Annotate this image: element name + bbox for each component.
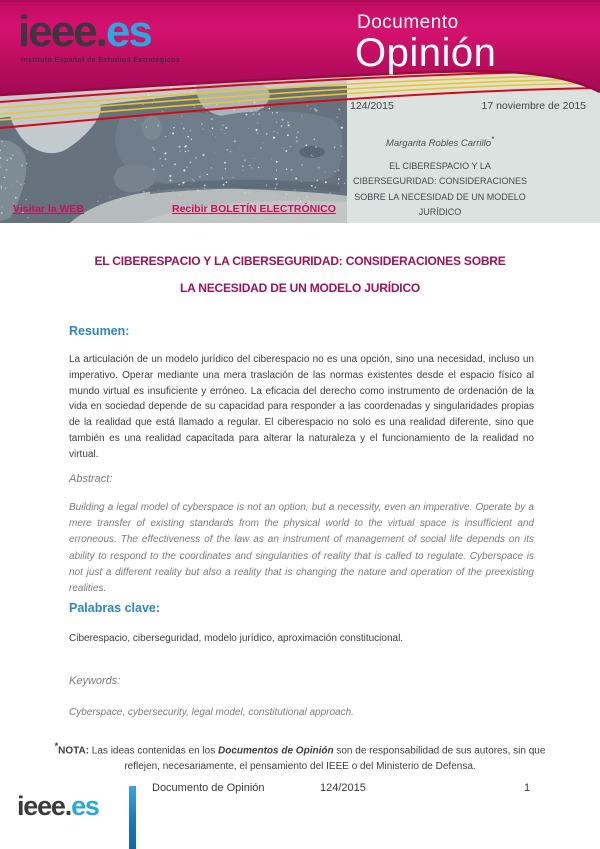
doc-type-line2: Opinión [355,31,497,75]
ieee-logo-subtitle: Instituto Español de Estudios Estratégicos [21,57,181,64]
panel-title-line: EL CIBERESPACIO Y LA [389,161,491,171]
page-title-line1: EL CIBERESPACIO Y LA CIBERSEGURIDAD: CONSIDERACIONES SOBRE [94,254,506,268]
author-footnote-mark: * [490,135,495,144]
nota-label: NOTA: [58,745,90,757]
visit-web-link[interactable]: Visitar la WEB [13,203,84,215]
resumen-paragraph: La articulación de un modelo jurídico del ciberespacio no es una opción, sino una necesidad, incluso un imperativo. Operar mediante una mera traslación de las normas existentes desde el espacio físico al mundo virtual es insuficiente y erróneo. La eficacia del derecho como instrumento de ordenación de la vida en sociedad depende de su capacidad para responder a las coordenadas y singularidades propias de la realidad que está llamado a regular. El ciberespacio no solo es una realidad diferente, sino que también es una realidad capacitada para alterar la naturaleza y el funcionamiento de la realidad no virtual. [69,354,534,460]
panel-document-title [341,159,539,220]
panel-title-line: CIBERSEGURIDAD: CONSIDERACIONES [352,176,528,187]
footer-doc-label: Documento de Opinión [152,782,265,794]
page-title-line2: LA NECESIDAD DE UN MODELO JURÍDICO [179,281,421,295]
footer-ieee-logo-es: es [71,791,99,821]
ieee-logo [18,8,151,56]
footer-issue-number: 124/2015 [320,782,366,794]
resumen-heading: Resumen: [69,324,130,338]
abstract-heading: Abstract: [69,473,113,485]
panel-title-line: SOBRE LA NECESIDAD DE UN MODELO [354,191,526,202]
nota-disclaimer: *NOTA: Las ideas contenidas en los Documentos de Opinión son de responsabilidad de sus autores, sin que reflejen, necesariamente, el pensamiento del IEEE o del Ministerio de Defensa. [54,741,546,772]
issue-number: 124/2015 [350,100,394,112]
keywords-text: Cyberspace, cybersecurity, legal model, constitutional approach. [69,707,354,718]
issue-date: 17 noviembre de 2015 [481,100,586,112]
panel-title-line: JURÍDICO [418,206,462,217]
doc-type-line1: Documento [357,12,459,33]
footer-page-number: 1 [524,782,531,794]
footer-blue-bar [129,786,136,849]
abstract-paragraph: Building a legal model of cyberspace is not an option, but a necessity, even an imperative. Operate by a mere transfer of existing standards from the physical world to the virtual space is insufficient and erroneous. The effectiveness of the law as an instrument of management of social life depends on its ability to respond to the coordinates and singularities of reality that is called to regulate. Cyberspace is not just a different reality but also a reality that is changing the nature and operation of the preexisting realities. [69,502,534,595]
footer-ieee-logo: ieee.es [17,791,99,821]
keywords-heading: Keywords: [69,675,121,687]
newsletter-link[interactable]: Recibir BOLETÍN ELECTRÓNICO [172,203,336,215]
ieee-logo-dark: ieee. [18,7,106,56]
nota-doc-opinion-emph: Documentos de Opinión [218,745,334,757]
ieee-logo-es: es [105,7,151,56]
author-name: Margarita Robles Carrillo* [385,135,495,150]
palabras-clave-text: Ciberespacio, ciberseguridad, modelo jurídico, aproximación constitucional. [69,633,404,644]
palabras-clave-heading: Palabras clave: [69,601,161,615]
nota-asterisk: * [54,741,59,751]
